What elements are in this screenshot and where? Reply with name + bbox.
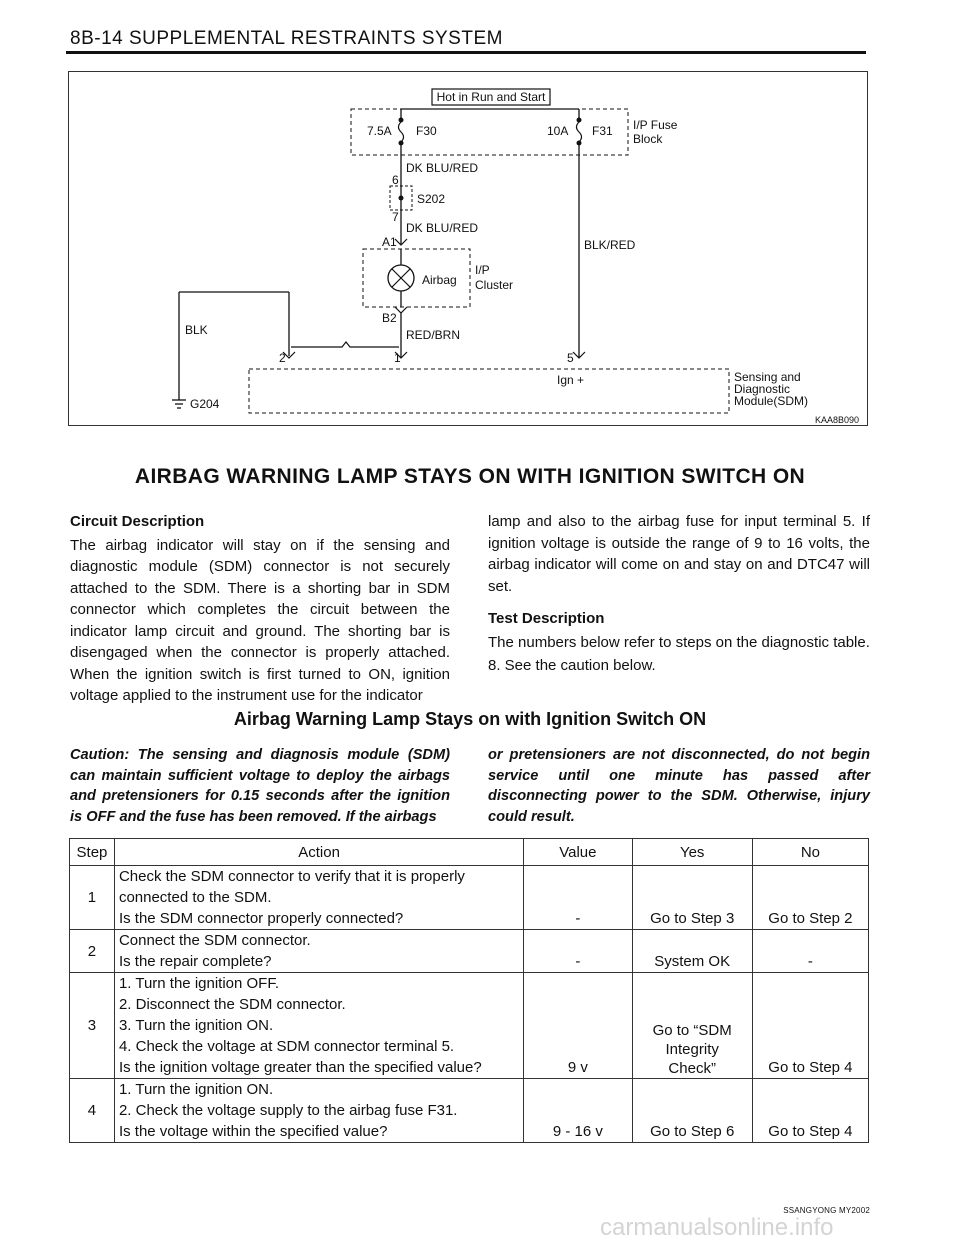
fuse1-name: F30 <box>416 124 437 138</box>
action-line: 4. Check the voltage at SDM connector terminal 5. <box>118 1038 455 1055</box>
cluster-label-1: I/P <box>475 263 490 277</box>
wire-blk-red-label: BLK/RED <box>584 238 636 252</box>
pin-a1: A1 <box>382 235 397 249</box>
step-action <box>114 1079 523 1143</box>
page-title: AIRBAG WARNING LAMP STAYS ON WITH IGNITION SWITCH ON <box>134 465 806 488</box>
ign-label: Ign + <box>557 373 585 387</box>
action-line: Is the ignition voltage greater than the specified value? <box>118 1059 482 1076</box>
pin-1: 1 <box>394 351 401 365</box>
fuse2-amp: 10A <box>547 124 569 138</box>
test-heading: Test Description <box>488 610 605 627</box>
diagnostic-table <box>69 838 869 1143</box>
airbag-lamp-label: Airbag <box>422 273 457 287</box>
step-value: 9 - 16 v <box>524 1079 632 1143</box>
table-row <box>70 973 869 1079</box>
action-line: Check the SDM connector to verify that it is properly <box>118 868 465 885</box>
table-header-row <box>70 839 869 866</box>
pin-2: 2 <box>279 351 286 365</box>
circuit-body: The airbag indicator will stay on if the sensing and diagnostic module (SDM) connector is not securely attached to the SDM. There is a shorting bar in SDM connector which completes the circuit between the indicator lamp circuit and ground. The shorting bar is disengaged when the connector is properly attached. When the ignition switch is first turned to ON, ignition voltage applied to the instrument use for the indicator <box>70 536 450 704</box>
action-line: 1. Turn the ignition ON. <box>118 1081 274 1098</box>
header-step: Step <box>70 839 115 866</box>
step-value: - <box>524 866 632 930</box>
splice-dot <box>399 196 404 201</box>
ground-label: G204 <box>190 397 220 411</box>
action-line: Is the repair complete? <box>118 953 272 970</box>
hot-label: Hot in Run and Start <box>436 90 546 104</box>
step-no: Go to Step 4 <box>752 973 868 1079</box>
test-body: The numbers below refer to steps on the diagnostic table. <box>488 633 870 651</box>
fuse-f30-symbol <box>399 122 404 142</box>
circuit-description <box>70 511 450 707</box>
fuse-block-label-2: Block <box>633 132 663 146</box>
fuse-block-outline <box>351 109 628 155</box>
action-line: 2. Check the voltage supply to the airbag fuse F31. <box>118 1102 458 1119</box>
action-line: 3. Turn the ignition ON. <box>118 1017 274 1034</box>
fuse-block-label-1: I/P Fuse <box>633 118 678 132</box>
action-line: 1. Turn the ignition OFF. <box>118 975 280 992</box>
action-line: connected to the SDM. <box>118 889 272 906</box>
pin-5: 5 <box>567 351 574 365</box>
table-row <box>70 930 869 973</box>
page-header: 8B-14 SUPPLEMENTAL RESTRAINTS SYSTEM <box>70 28 503 49</box>
circuit-heading: Circuit Description <box>70 513 205 530</box>
site-watermark: carmanualsonline.info <box>600 1214 834 1241</box>
fuse2-name: F31 <box>592 124 613 138</box>
diagram-code: KAA8B090 <box>815 415 860 425</box>
wiring-diagram <box>68 71 868 426</box>
sdm-label-1: Sensing and <box>734 370 801 384</box>
sdm-label-3: Module(SDM) <box>734 394 809 408</box>
table-title: Airbag Warning Lamp Stays on with Ignition Switch ON <box>233 709 707 729</box>
circuit-description-continued <box>488 511 870 677</box>
circuit-body-cont: lamp and also to the airbag fuse for input terminal 5. If ignition voltage is outside the range of 9 to 16 volts, the airbag indicator will come on and stay on and DTC47 will set. <box>488 513 870 595</box>
fuse-f31-symbol <box>577 122 582 142</box>
sdm-outline <box>249 369 729 413</box>
fuse1-amp: 7.5A <box>367 124 392 138</box>
action-line: Is the voltage within the specified value? <box>118 1123 388 1140</box>
step-number: 3 <box>70 973 115 1079</box>
table-row <box>70 866 869 930</box>
step-action <box>114 866 523 930</box>
header-rule <box>66 51 866 54</box>
step-yes <box>632 973 752 1079</box>
step-value: 9 v <box>524 973 632 1079</box>
step-no: - <box>752 930 868 973</box>
step-number: 4 <box>70 1079 115 1143</box>
test-item: 8. See the caution below. <box>488 657 656 674</box>
action-line: Connect the SDM connector. <box>118 932 311 949</box>
sdm-label-2: Diagnostic <box>734 382 791 396</box>
step-yes: System OK <box>632 930 752 973</box>
yes-line: Go to “SDM <box>652 1022 732 1039</box>
pin-b2: B2 <box>382 311 397 325</box>
header-action: Action <box>114 839 523 866</box>
cluster-label-2: Cluster <box>475 278 514 292</box>
wire-blk-label: BLK <box>185 323 208 337</box>
wire-brn-label: RED/BRN <box>406 328 461 342</box>
caution-left: Caution: The sensing and diagnosis module (SDM) can maintain sufficient voltage to deploy the airbags and pretensioners for 0.15 seconds after the ignition is OFF and the fuse has been removed. If the airbags <box>70 747 450 825</box>
caution-right: or pretensioners are not disconnected, do not begin service until one minute has passed after disconnecting power to the SDM. Otherwise, injury could result. <box>488 747 870 825</box>
footer-brand: SSANGYONG MY2002 <box>783 1206 870 1215</box>
header-value: Value <box>524 839 632 866</box>
step-number: 1 <box>70 866 115 930</box>
step-action <box>114 973 523 1079</box>
step-action <box>114 930 523 973</box>
pin-7: 7 <box>392 210 399 224</box>
wire-top-label: DK BLU/RED <box>406 161 479 175</box>
action-line: 2. Disconnect the SDM connector. <box>118 996 346 1013</box>
wire-mid-label: DK BLU/RED <box>406 221 479 235</box>
yes-line: Integrity <box>665 1041 719 1058</box>
splice-label: S202 <box>417 192 446 206</box>
shorting-bar <box>291 342 399 347</box>
header-no: No <box>752 839 868 866</box>
header-yes: Yes <box>632 839 752 866</box>
step-yes: Go to Step 6 <box>632 1079 752 1143</box>
step-yes: Go to Step 3 <box>632 866 752 930</box>
step-no: Go to Step 2 <box>752 866 868 930</box>
step-number: 2 <box>70 930 115 973</box>
step-value: - <box>524 930 632 973</box>
step-no: Go to Step 4 <box>752 1079 868 1143</box>
pin-6: 6 <box>392 173 399 187</box>
action-line: Is the SDM connector properly connected? <box>118 910 404 927</box>
table-row <box>70 1079 869 1143</box>
yes-line: Check” <box>668 1060 716 1077</box>
